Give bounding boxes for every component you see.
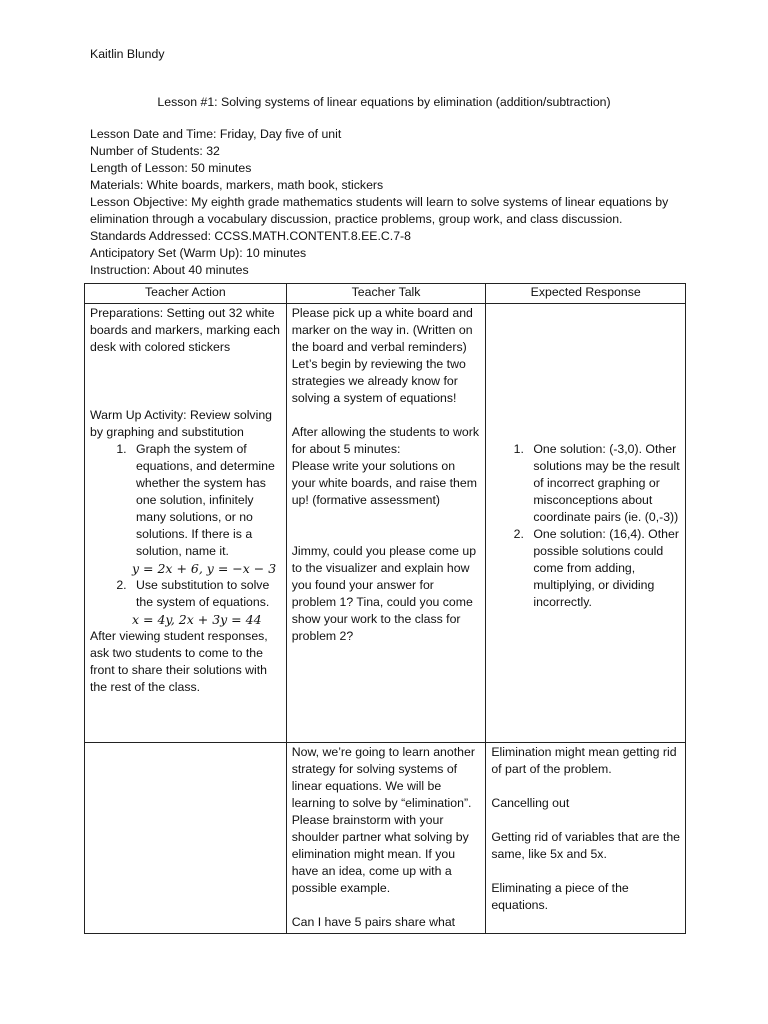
talk-paragraph: Can I have 5 pairs share what — [291, 915, 456, 929]
table-header-row — [85, 284, 686, 304]
equation-1: y = 2x + 6, y = −x − 3 — [132, 561, 277, 576]
lesson-plan-table — [84, 283, 686, 934]
table-row — [85, 304, 686, 743]
warmup-problem-list — [90, 441, 281, 560]
list-item: 2. One solution: (16,4). Other possible solutions could come from adding, multiplying, or dividing incorrectly. — [527, 526, 680, 611]
cell-expected-response — [486, 743, 686, 934]
list-item: 1. One solution: (-3,0). Other solutions may be the result of incorrect graphing or misconceptions about coordinate pairs (ie. (0,-3)) — [527, 441, 680, 526]
author-name: Kaitlin Blundy — [90, 47, 165, 61]
header-teacher-action: Teacher Action — [85, 284, 287, 304]
meta-anticipatory: Anticipatory Set (Warm Up): 10 minutes — [90, 246, 307, 260]
lesson-title: Lesson #1: Solving systems of linear equations by elimination (addition/subtraction) — [157, 95, 611, 109]
header-teacher-talk: Teacher Talk — [286, 284, 486, 304]
cell-teacher-action — [85, 304, 287, 743]
cell-teacher-action-empty — [85, 743, 287, 934]
equation-2: x = 4y, 2x + 3y = 44 — [132, 612, 262, 627]
meta-objective: Lesson Objective: My eighth grade mathematics students will learn to solve systems of linear equations by elimination through a vocabulary discussion, practice problems, group work, and class discussion. — [90, 195, 669, 226]
response-paragraph: Elimination might mean getting rid of part of the problem. — [491, 745, 677, 776]
meta-materials: Materials: White boards, markers, math book, stickers — [90, 178, 384, 192]
warmup-problem-list-2 — [90, 577, 281, 611]
talk-paragraph: Please pick up a white board and marker on the way in. (Written on the board and verbal reminders) — [291, 306, 473, 354]
meta-instruction: Instruction: About 40 minutes — [90, 263, 249, 277]
lesson-meta — [90, 126, 690, 279]
response-list — [491, 441, 680, 611]
list-item: 1. Graph the system of equations, and determine whether the system has one solution, infinitely many solutions, or no solutions. If there is a solution, name it. — [130, 441, 281, 560]
meta-standards: Standards Addressed: CCSS.MATH.CONTENT.8.EE.C.7-8 — [90, 229, 411, 243]
meta-length: Length of Lesson: 50 minutes — [90, 161, 252, 175]
action-after: After viewing student responses, ask two students to come to the front to share their solutions with the rest of the class. — [90, 629, 268, 694]
talk-paragraph: Let’s begin by reviewing the two strategies we already know for solving a system of equations! — [291, 357, 466, 405]
action-warmup: Warm Up Activity: Review solving by graphing and substitution — [90, 408, 272, 439]
cell-expected-response — [486, 304, 686, 743]
response-paragraph: Cancelling out — [491, 796, 570, 810]
list-item: 2. Use substitution to solve the system of equations. — [130, 577, 281, 611]
meta-students: Number of Students: 32 — [90, 144, 220, 158]
meta-date: Lesson Date and Time: Friday, Day five of unit — [90, 127, 342, 141]
talk-paragraph: Jimmy, could you please come up to the visualizer and explain how you found your answer for problem 1? Tina, could you come show your work to the class for problem 2? — [291, 544, 477, 643]
talk-paragraph: Please write your solutions on your white boards, and raise them up! (formative assessment) — [291, 459, 477, 507]
cell-teacher-talk — [286, 304, 486, 743]
response-paragraph: Getting rid of variables that are the same, like 5x and 5x. — [491, 830, 681, 861]
cell-teacher-talk — [286, 743, 486, 934]
table-row — [85, 743, 686, 934]
talk-paragraph: After allowing the students to work for about 5 minutes: — [291, 425, 480, 456]
action-preparations: Preparations: Setting out 32 white boards and markers, marking each desk with colored stickers — [90, 306, 281, 354]
response-paragraph: Eliminating a piece of the equations. — [491, 881, 629, 912]
header-expected-response: Expected Response — [486, 284, 686, 304]
talk-paragraph: Now, we’re going to learn another strategy for solving systems of linear equations. We will be learning to solve by “elimination”. Please brainstorm with your shoulder partner what solving by elimination might mean. If you have an idea, come up with a possible example. — [291, 745, 475, 895]
